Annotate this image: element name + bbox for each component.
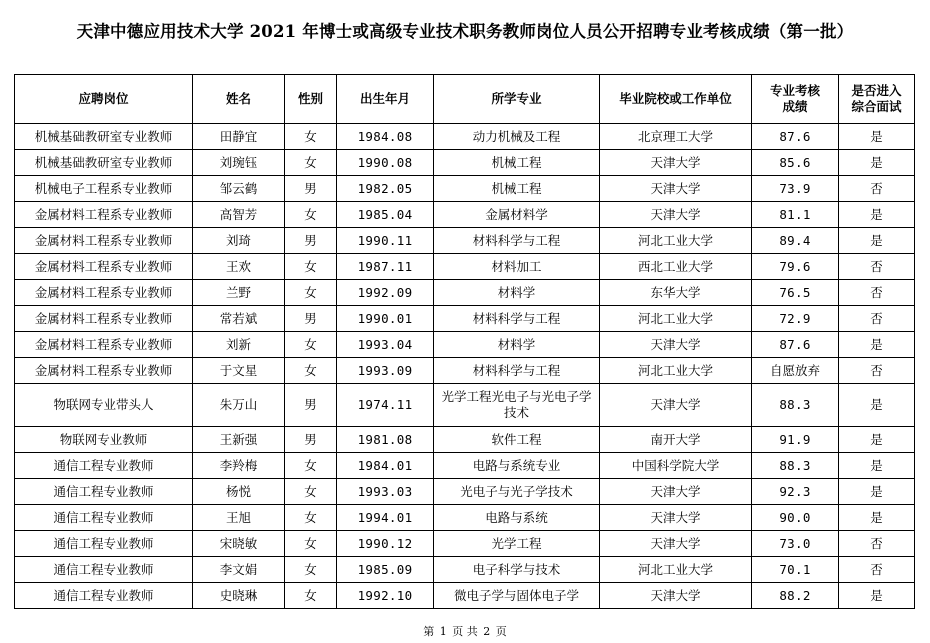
cell-birth: 1993.03 bbox=[337, 479, 434, 505]
cell-interview: 是 bbox=[839, 150, 915, 176]
header-position: 应聘岗位 bbox=[15, 75, 193, 124]
cell-school: 河北工业大学 bbox=[600, 306, 752, 332]
cell-school: 天津大学 bbox=[600, 150, 752, 176]
cell-name: 刘新 bbox=[193, 332, 285, 358]
cell-birth: 1993.09 bbox=[337, 358, 434, 384]
cell-name: 李羚梅 bbox=[193, 453, 285, 479]
cell-major: 电子科学与技术 bbox=[434, 557, 600, 583]
cell-school: 天津大学 bbox=[600, 583, 752, 609]
cell-birth: 1984.01 bbox=[337, 453, 434, 479]
cell-name: 兰野 bbox=[193, 280, 285, 306]
cell-major: 电路与系统 bbox=[434, 505, 600, 531]
cell-interview: 否 bbox=[839, 306, 915, 332]
cell-interview: 否 bbox=[839, 557, 915, 583]
cell-score: 90.0 bbox=[752, 505, 839, 531]
cell-major: 材料科学与工程 bbox=[434, 228, 600, 254]
cell-birth: 1990.11 bbox=[337, 228, 434, 254]
cell-name: 高智芳 bbox=[193, 202, 285, 228]
cell-interview: 否 bbox=[839, 358, 915, 384]
cell-school: 天津大学 bbox=[600, 176, 752, 202]
cell-gender: 女 bbox=[285, 202, 337, 228]
header-major: 所学专业 bbox=[434, 75, 600, 124]
cell-name: 于文星 bbox=[193, 358, 285, 384]
cell-gender: 女 bbox=[285, 583, 337, 609]
cell-name: 杨悦 bbox=[193, 479, 285, 505]
cell-name: 王欢 bbox=[193, 254, 285, 280]
cell-birth: 1984.08 bbox=[337, 124, 434, 150]
cell-school: 天津大学 bbox=[600, 332, 752, 358]
cell-school: 天津大学 bbox=[600, 505, 752, 531]
cell-position: 机械电子工程系专业教师 bbox=[15, 176, 193, 202]
cell-name: 邹云鹤 bbox=[193, 176, 285, 202]
cell-score: 88.3 bbox=[752, 384, 839, 427]
page-mid: 页 共 bbox=[452, 625, 478, 638]
cell-position: 通信工程专业教师 bbox=[15, 453, 193, 479]
cell-major: 材料科学与工程 bbox=[434, 358, 600, 384]
cell-score: 88.3 bbox=[752, 453, 839, 479]
cell-interview: 否 bbox=[839, 280, 915, 306]
cell-name: 宋晓敏 bbox=[193, 531, 285, 557]
cell-interview: 是 bbox=[839, 505, 915, 531]
cell-major: 电路与系统专业 bbox=[434, 453, 600, 479]
table-row bbox=[15, 176, 915, 202]
cell-score: 81.1 bbox=[752, 202, 839, 228]
cell-school: 天津大学 bbox=[600, 531, 752, 557]
cell-birth: 1992.09 bbox=[337, 280, 434, 306]
cell-name: 李文娟 bbox=[193, 557, 285, 583]
cell-major: 材料科学与工程 bbox=[434, 306, 600, 332]
cell-interview: 否 bbox=[839, 176, 915, 202]
table-row bbox=[15, 583, 915, 609]
cell-gender: 男 bbox=[285, 176, 337, 202]
cell-position: 通信工程专业教师 bbox=[15, 583, 193, 609]
cell-birth: 1974.11 bbox=[337, 384, 434, 427]
cell-school: 天津大学 bbox=[600, 479, 752, 505]
cell-score: 76.5 bbox=[752, 280, 839, 306]
cell-birth: 1985.09 bbox=[337, 557, 434, 583]
cell-school: 西北工业大学 bbox=[600, 254, 752, 280]
header-gender: 性别 bbox=[285, 75, 337, 124]
cell-major: 光学工程光电子与光电子学技术 bbox=[434, 384, 600, 427]
cell-name: 常若斌 bbox=[193, 306, 285, 332]
cell-interview: 是 bbox=[839, 332, 915, 358]
table-header-row bbox=[15, 75, 915, 124]
cell-major: 金属材料学 bbox=[434, 202, 600, 228]
cell-score: 89.4 bbox=[752, 228, 839, 254]
cell-school: 天津大学 bbox=[600, 384, 752, 427]
cell-interview: 是 bbox=[839, 202, 915, 228]
cell-birth: 1981.08 bbox=[337, 427, 434, 453]
cell-name: 王旭 bbox=[193, 505, 285, 531]
header-interview bbox=[839, 75, 915, 124]
cell-position: 通信工程专业教师 bbox=[15, 505, 193, 531]
cell-score: 70.1 bbox=[752, 557, 839, 583]
cell-position: 通信工程专业教师 bbox=[15, 557, 193, 583]
cell-school: 河北工业大学 bbox=[600, 358, 752, 384]
cell-score: 92.3 bbox=[752, 479, 839, 505]
document-title: 天津中德应用技术大学 2021 年博士或高级专业技术职务教师岗位人员公开招聘专业考核成绩（第一批） bbox=[76, 22, 854, 41]
table-row bbox=[15, 427, 915, 453]
page-current: 1 bbox=[439, 625, 447, 638]
table-row bbox=[15, 228, 915, 254]
cell-position: 通信工程专业教师 bbox=[15, 531, 193, 557]
cell-position: 金属材料工程系专业教师 bbox=[15, 280, 193, 306]
cell-interview: 是 bbox=[839, 124, 915, 150]
cell-birth: 1992.10 bbox=[337, 583, 434, 609]
cell-position: 金属材料工程系专业教师 bbox=[15, 358, 193, 384]
cell-position: 通信工程专业教师 bbox=[15, 479, 193, 505]
cell-name: 王新强 bbox=[193, 427, 285, 453]
table-row bbox=[15, 531, 915, 557]
cell-major: 微电子学与固体电子学 bbox=[434, 583, 600, 609]
cell-position: 金属材料工程系专业教师 bbox=[15, 332, 193, 358]
cell-position: 机械基础教研室专业教师 bbox=[15, 124, 193, 150]
cell-gender: 女 bbox=[285, 332, 337, 358]
cell-gender: 女 bbox=[285, 150, 337, 176]
cell-gender: 女 bbox=[285, 280, 337, 306]
table-row bbox=[15, 479, 915, 505]
cell-major: 机械工程 bbox=[434, 176, 600, 202]
cell-position: 机械基础教研室专业教师 bbox=[15, 150, 193, 176]
cell-score: 88.2 bbox=[752, 583, 839, 609]
cell-school: 河北工业大学 bbox=[600, 228, 752, 254]
cell-birth: 1987.11 bbox=[337, 254, 434, 280]
cell-major: 光电子与光子学技术 bbox=[434, 479, 600, 505]
cell-score: 85.6 bbox=[752, 150, 839, 176]
table-row bbox=[15, 124, 915, 150]
cell-school: 中国科学院大学 bbox=[600, 453, 752, 479]
header-birth: 出生年月 bbox=[337, 75, 434, 124]
cell-gender: 男 bbox=[285, 427, 337, 453]
cell-major: 材料加工 bbox=[434, 254, 600, 280]
cell-birth: 1990.12 bbox=[337, 531, 434, 557]
cell-interview: 否 bbox=[839, 531, 915, 557]
page-prefix: 第 bbox=[423, 625, 435, 638]
cell-school: 河北工业大学 bbox=[600, 557, 752, 583]
page-total: 2 bbox=[483, 625, 491, 638]
cell-gender: 女 bbox=[285, 358, 337, 384]
cell-score: 87.6 bbox=[752, 124, 839, 150]
header-score bbox=[752, 75, 839, 124]
cell-score: 79.6 bbox=[752, 254, 839, 280]
cell-gender: 女 bbox=[285, 124, 337, 150]
cell-score: 自愿放弃 bbox=[752, 358, 839, 384]
cell-major: 光学工程 bbox=[434, 531, 600, 557]
cell-score: 87.6 bbox=[752, 332, 839, 358]
cell-birth: 1990.08 bbox=[337, 150, 434, 176]
header-score-line1: 专业考核 bbox=[769, 83, 820, 98]
table-row bbox=[15, 505, 915, 531]
table-row bbox=[15, 254, 915, 280]
cell-interview: 是 bbox=[839, 228, 915, 254]
cell-position: 金属材料工程系专业教师 bbox=[15, 254, 193, 280]
cell-birth: 1982.05 bbox=[337, 176, 434, 202]
cell-birth: 1985.04 bbox=[337, 202, 434, 228]
cell-name: 朱万山 bbox=[193, 384, 285, 427]
cell-birth: 1990.01 bbox=[337, 306, 434, 332]
cell-school: 北京理工大学 bbox=[600, 124, 752, 150]
cell-birth: 1994.01 bbox=[337, 505, 434, 531]
cell-name: 田静宜 bbox=[193, 124, 285, 150]
table-row bbox=[15, 332, 915, 358]
cell-gender: 男 bbox=[285, 306, 337, 332]
cell-gender: 女 bbox=[285, 453, 337, 479]
header-score-line2: 成绩 bbox=[782, 99, 808, 114]
cell-score: 73.0 bbox=[752, 531, 839, 557]
cell-score: 91.9 bbox=[752, 427, 839, 453]
cell-major: 动力机械及工程 bbox=[434, 124, 600, 150]
cell-major: 材料学 bbox=[434, 280, 600, 306]
cell-gender: 男 bbox=[285, 384, 337, 427]
table-row bbox=[15, 557, 915, 583]
cell-name: 史晓琳 bbox=[193, 583, 285, 609]
cell-major: 机械工程 bbox=[434, 150, 600, 176]
cell-school: 东华大学 bbox=[600, 280, 752, 306]
cell-position: 金属材料工程系专业教师 bbox=[15, 306, 193, 332]
cell-score: 73.9 bbox=[752, 176, 839, 202]
cell-interview: 否 bbox=[839, 254, 915, 280]
header-name: 姓名 bbox=[193, 75, 285, 124]
results-table bbox=[14, 74, 915, 609]
cell-school: 天津大学 bbox=[600, 202, 752, 228]
cell-score: 72.9 bbox=[752, 306, 839, 332]
cell-position: 物联网专业带头人 bbox=[15, 384, 193, 427]
page-suffix: 页 bbox=[495, 625, 507, 638]
table-body bbox=[15, 124, 915, 609]
header-interview-line2: 综合面试 bbox=[851, 99, 902, 114]
cell-major: 材料学 bbox=[434, 332, 600, 358]
cell-gender: 女 bbox=[285, 479, 337, 505]
header-interview-line1: 是否进入 bbox=[851, 83, 902, 98]
cell-interview: 是 bbox=[839, 384, 915, 427]
table-row bbox=[15, 150, 915, 176]
cell-gender: 女 bbox=[285, 531, 337, 557]
table-row bbox=[15, 384, 915, 427]
cell-gender: 男 bbox=[285, 228, 337, 254]
cell-birth: 1993.04 bbox=[337, 332, 434, 358]
header-school: 毕业院校或工作单位 bbox=[600, 75, 752, 124]
table-row bbox=[15, 280, 915, 306]
table-row bbox=[15, 306, 915, 332]
cell-name: 刘琦 bbox=[193, 228, 285, 254]
cell-name: 刘琬钰 bbox=[193, 150, 285, 176]
cell-school: 南开大学 bbox=[600, 427, 752, 453]
cell-position: 金属材料工程系专业教师 bbox=[15, 202, 193, 228]
cell-gender: 女 bbox=[285, 254, 337, 280]
cell-position: 金属材料工程系专业教师 bbox=[15, 228, 193, 254]
cell-interview: 是 bbox=[839, 479, 915, 505]
cell-major: 软件工程 bbox=[434, 427, 600, 453]
table-row bbox=[15, 358, 915, 384]
cell-gender: 女 bbox=[285, 557, 337, 583]
table-row bbox=[15, 453, 915, 479]
cell-position: 物联网专业教师 bbox=[15, 427, 193, 453]
page-footer bbox=[0, 623, 930, 639]
cell-interview: 是 bbox=[839, 453, 915, 479]
cell-interview: 是 bbox=[839, 583, 915, 609]
cell-interview: 是 bbox=[839, 427, 915, 453]
cell-gender: 女 bbox=[285, 505, 337, 531]
table-row bbox=[15, 202, 915, 228]
